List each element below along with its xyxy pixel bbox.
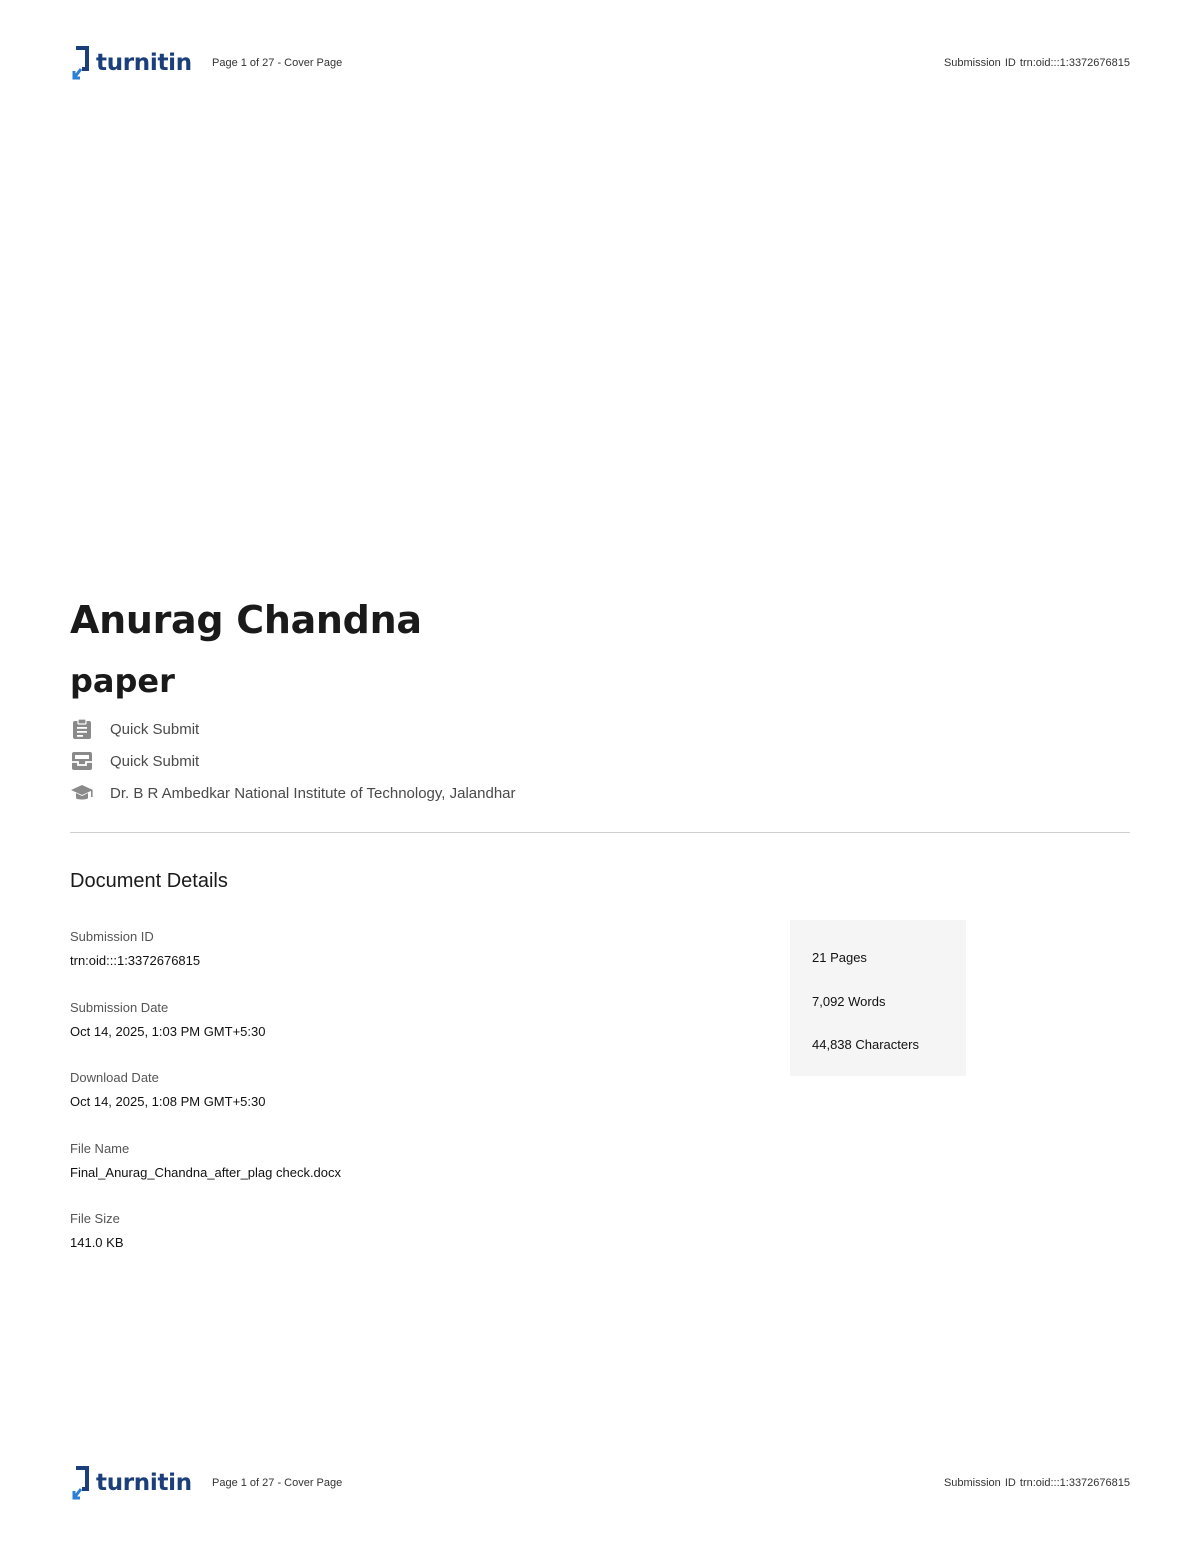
detail-download-date: [70, 1068, 341, 1139]
inbox-tray-icon: [70, 749, 94, 773]
detail-label: Submission ID: [70, 929, 154, 944]
word-count: 7,092 Words: [812, 994, 886, 1009]
document-stats-box: [790, 920, 966, 1076]
detail-submission-date: [70, 998, 341, 1069]
graduation-cap-icon: [70, 781, 94, 805]
page-count: 21 Pages: [812, 950, 867, 965]
page-header: [70, 43, 1130, 83]
detail-label: Download Date: [70, 1070, 159, 1085]
paper-title: paper: [70, 662, 175, 700]
section-divider: [70, 832, 1130, 833]
page-footer: [70, 1463, 1130, 1503]
logo-wordmark: turnitin: [96, 50, 192, 76]
turnitin-logo-icon: [70, 1465, 92, 1501]
detail-file-name: [70, 1139, 341, 1210]
page-label: Page 1 of 27 - Cover Page: [212, 57, 343, 69]
character-count: 44,838 Characters: [812, 1037, 919, 1052]
detail-value: trn:oid:::1:3372676815: [70, 953, 201, 968]
detail-file-size: [70, 1209, 341, 1280]
author-name: Anurag Chandna: [70, 598, 422, 642]
institution-name: Dr. B R Ambedkar National Institute of Technology, Jalandhar: [110, 784, 516, 802]
class-name: Quick Submit: [110, 752, 200, 770]
detail-value: Final_Anurag_Chandna_after_plag check.docx: [70, 1164, 342, 1180]
document-details-list: [70, 927, 341, 1280]
turnitin-logo: [70, 1465, 210, 1501]
page-label: Page 1 of 27 - Cover Page: [212, 1477, 343, 1489]
header-submission-id: Submission ID trn:oid:::1:3372676815: [943, 57, 1130, 69]
footer-submission-id: Submission ID trn:oid:::1:3372676815: [943, 1477, 1130, 1489]
assignment-name: Quick Submit: [110, 720, 200, 738]
meta-row-institution: [70, 777, 516, 809]
detail-label: Submission Date: [70, 999, 169, 1015]
detail-value: Oct 14, 2025, 1:03 PM GMT+5:30: [70, 1023, 266, 1039]
detail-label: File Size: [70, 1211, 120, 1226]
detail-value: 141.0 KB: [70, 1235, 124, 1250]
detail-label: File Name: [70, 1140, 130, 1156]
submission-meta-list: [70, 713, 516, 809]
document-details-heading: Document Details: [70, 870, 228, 892]
turnitin-logo-icon: [70, 45, 92, 81]
assignment-clipboard-icon: [70, 717, 94, 741]
meta-row-assignment: [70, 713, 516, 745]
turnitin-logo: [70, 45, 210, 81]
logo-wordmark: turnitin: [96, 1470, 192, 1496]
detail-submission-id: [70, 927, 341, 998]
meta-row-class: [70, 745, 516, 777]
detail-value: Oct 14, 2025, 1:08 PM GMT+5:30: [70, 1094, 266, 1109]
